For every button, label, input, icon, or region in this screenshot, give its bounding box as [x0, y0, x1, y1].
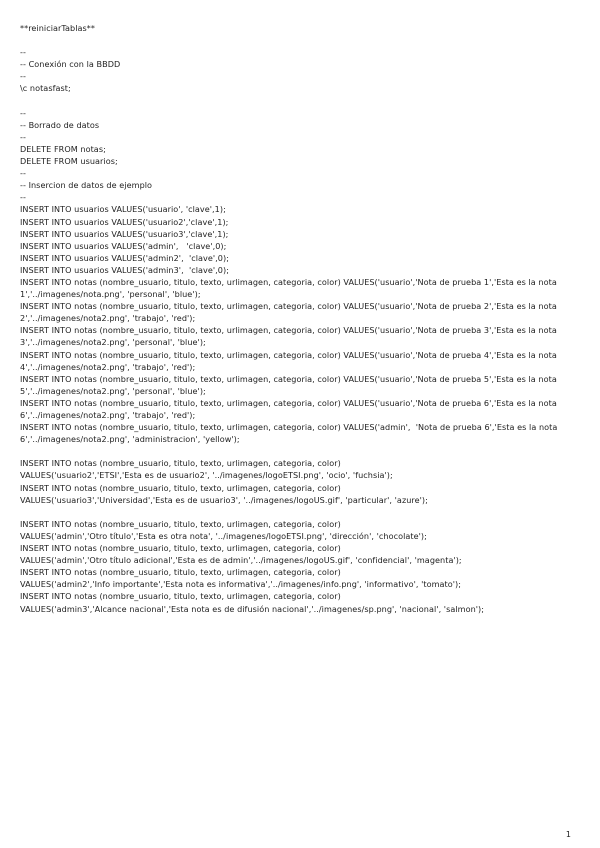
sql-statement: INSERT INTO notas (nombre_usuario, titulo, texto, urlimagen, categoria, color) VALUES('usuario','Nota de prueba 3','Esta es la nota 3','../imagenes/nota2.png', 'personal', 'blue');: [20, 325, 560, 348]
sql-statement: DELETE FROM usuarios;: [20, 156, 118, 167]
sql-statement: VALUES('admin','Otro título adicional','Esta es de admin','../imagenes/logoUS.gif', 'confidencial', 'magenta');: [20, 555, 462, 566]
sql-statement: VALUES('admin3','Alcance nacional','Esta nota es de difusión nacional','../imagenes/sp.png', 'nacional', 'salmon');: [20, 603, 485, 614]
sql-statement: INSERT INTO notas (nombre_usuario, titulo, texto, urlimagen, categoria, color): [20, 543, 341, 554]
sql-statement: INSERT INTO usuarios VALUES('admin', 'clave',0);: [20, 240, 227, 251]
sql-statement: INSERT INTO notas (nombre_usuario, titulo, texto, urlimagen, categoria, color) VALUES('usuario','Nota de prueba 6','Esta es la nota 6','../imagenes/nota2.png', 'trabajo', 'red');: [20, 397, 560, 420]
blank-line: [20, 34, 580, 46]
blank-line: [20, 445, 580, 457]
sql-statement: INSERT INTO notas (nombre_usuario, titulo, texto, urlimagen, categoria, color): [20, 518, 341, 529]
comment-line: --: [20, 168, 26, 179]
comment-line: -- Conexión con la BBDD: [20, 59, 121, 70]
sql-statement: INSERT INTO usuarios VALUES('admin3', 'clave',0);: [20, 264, 229, 275]
sql-statement: INSERT INTO usuarios VALUES('usuario3','clave',1);: [20, 228, 229, 239]
sql-statement: INSERT INTO notas (nombre_usuario, titulo, texto, urlimagen, categoria, color): [20, 567, 341, 578]
sql-statement: INSERT INTO notas (nombre_usuario, titulo, texto, urlimagen, categoria, color) VALUES('usuario','Nota de prueba 2','Esta es la nota 2','../imagenes/nota2.png', 'trabajo', 'red');: [20, 301, 560, 324]
sql-statement: INSERT INTO usuarios VALUES('admin2', 'clave',0);: [20, 252, 229, 263]
sql-statement: INSERT INTO notas (nombre_usuario, titulo, texto, urlimagen, categoria, color) VALUES('usuario','Nota de prueba 5','Esta es la nota 5','../imagenes/nota2.png', 'personal', 'blue');: [20, 373, 560, 396]
sql-statement: INSERT INTO notas (nombre_usuario, titulo, texto, urlimagen, categoria, color) VALUES('admin', 'Nota de prueba 6','Esta es la nota 6','../imagenes/nota2.png', 'administracion', 'yellow');: [20, 422, 560, 445]
sql-statement: INSERT INTO usuarios VALUES('usuario', 'clave',1);: [20, 204, 226, 215]
page-number: 1: [565, 830, 571, 839]
sql-statement: VALUES('admin2','Info importante','Esta nota es informativa','../imagenes/info.png', 'informativo', 'tomato');: [20, 579, 462, 590]
comment-line: --: [20, 71, 26, 82]
comment-line: -- Borrado de datos: [20, 119, 100, 130]
comment-line: --: [20, 131, 26, 142]
blank-line: [20, 95, 580, 107]
blank-line: [20, 506, 580, 518]
comment-line: -- Insercion de datos de ejemplo: [20, 180, 153, 191]
sql-script-body: [20, 22, 580, 615]
sql-statement: DELETE FROM notas;: [20, 143, 106, 154]
comment-line: --: [20, 107, 26, 118]
sql-statement: INSERT INTO notas (nombre_usuario, titulo, texto, urlimagen, categoria, color) VALUES('usuario','Nota de prueba 4','Esta es la nota 4','../imagenes/nota2.png', 'trabajo', 'red');: [20, 349, 560, 372]
script-title: **reiniciarTablas**: [20, 23, 96, 33]
sql-statement: INSERT INTO notas (nombre_usuario, titulo, texto, urlimagen, categoria, color): [20, 591, 341, 602]
sql-statement: VALUES('usuario3','Universidad','Esta es de usuario3', '../imagenes/logoUS.gif', 'particular', 'azure');: [20, 494, 428, 505]
sql-statement: VALUES('usuario2','ETSI','Esta es de usuario2', '../imagenes/logoETSI.png', 'ocio', 'fuchsia');: [20, 470, 393, 481]
connect-command: \c notasfast;: [20, 83, 71, 94]
sql-statement: INSERT INTO notas (nombre_usuario, titulo, texto, urlimagen, categoria, color): [20, 482, 341, 493]
comment-line: --: [20, 47, 26, 58]
sql-statement: INSERT INTO usuarios VALUES('usuario2','clave',1);: [20, 216, 229, 227]
sql-statement: INSERT INTO notas (nombre_usuario, titulo, texto, urlimagen, categoria, color): [20, 458, 341, 469]
comment-line: --: [20, 192, 26, 203]
sql-statement: INSERT INTO notas (nombre_usuario, titulo, texto, urlimagen, categoria, color) VALUES('usuario','Nota de prueba 1','Esta es la nota 1','../imagenes/nota.png', 'personal', 'blue');: [20, 276, 560, 300]
sql-statement: VALUES('admin','Otro título','Esta es otra nota', '../imagenes/logoETSI.png', 'dirección', 'chocolate');: [20, 530, 427, 541]
